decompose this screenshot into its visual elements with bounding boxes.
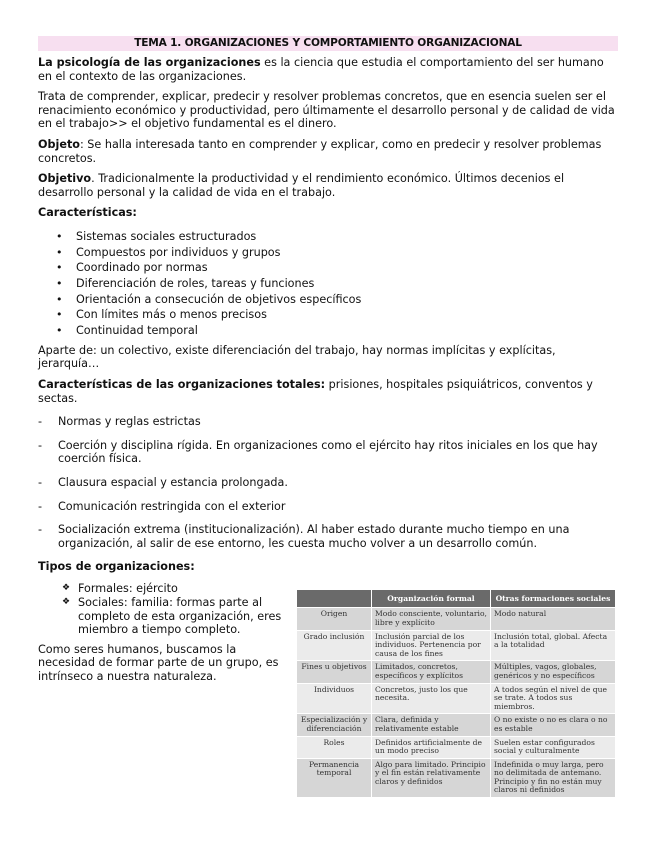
seres-paragraph: Como seres humanos, buscamos la necesidad de formar parte de un grupo, es intrínseco a nuestra naturaleza.: [38, 642, 279, 683]
table-cell: Suelen estar configurados social y culturalmente: [491, 736, 616, 758]
totales-text: prisiones, hospitales psiquiátricos, conventos y sectas.: [38, 378, 593, 405]
table-header: Organización formal: [372, 590, 491, 608]
table-cell: Múltiples, vagos, globales, genéricos y no específicos: [491, 661, 616, 683]
list-item: • Coordinado por normas: [76, 260, 618, 276]
tipos-list: [38, 582, 290, 637]
totales-paragraph: [38, 378, 618, 405]
table-cell: Limitados, concretos, específicos y explícitos: [372, 661, 491, 683]
table-header-row: [297, 590, 616, 608]
table-cell: Modo consciente, voluntario, libre y explícito: [372, 608, 491, 630]
objetivo-label: Objetivo: [38, 172, 92, 186]
table-row: [297, 661, 616, 683]
table-cell: Concretos, justo los que necesita.: [372, 683, 491, 714]
table-cell: O no existe o no es clara o no es estable: [491, 714, 616, 736]
list-item: - Normas y reglas estrictas: [38, 415, 618, 429]
table-cell: Indefinida o muy larga, pero no delimitada de antemano. Principio y fin no están muy claros ni definidos: [491, 758, 616, 797]
caracteristicas-heading: [38, 206, 618, 220]
table-cell: Permanencia temporal: [297, 758, 372, 797]
objetivo-text: . Tradicionalmente la productividad y el rendimiento económico. Últimos decenios el desarrollo personal y la calidad de vida en el trabajo.: [38, 172, 565, 199]
lower-section: [38, 560, 618, 800]
tipos-heading-text: Tipos de organizaciones:: [38, 560, 195, 574]
table-cell: Especialización y diferenciación: [297, 714, 372, 736]
tipos-heading: [38, 560, 290, 574]
table-row: [297, 714, 616, 736]
trata-paragraph: Trata de comprender, explicar, predecir y resolver problemas concretos, que en esencia suelen ser el renacimiento económico y productividad, pero últimamente el desarrollo personal y de calidad de vida en el trabajo>> el objetivo fundamental es el dinero.: [38, 90, 615, 131]
list-item: - Comunicación restringida con el exterior: [38, 500, 618, 514]
table-cell: Fines u objetivos: [297, 661, 372, 683]
list-item: - Clausura espacial y estancia prolongada.: [38, 476, 618, 490]
table-header: Otras formaciones sociales: [491, 590, 616, 608]
list-item: ❖ Formales: ejército: [78, 582, 290, 595]
table-cell: Grado inclusión: [297, 630, 372, 661]
totales-list: [38, 415, 618, 550]
table-row: [297, 608, 616, 630]
table-cell: Origen: [297, 608, 372, 630]
table-row: [297, 758, 616, 797]
list-item: • Continuidad temporal: [76, 323, 618, 339]
table-row: [297, 736, 616, 758]
list-item: • Diferenciación de roles, tareas y funciones: [76, 276, 618, 292]
document-page: [38, 36, 618, 800]
table-cell: Individuos: [297, 683, 372, 714]
list-item: • Orientación a consecución de objetivos específicos: [76, 292, 618, 308]
tipos-column: [38, 560, 290, 690]
table-header: [297, 590, 372, 608]
table-cell: Algo para limitado. Principio y el fin están relativamente claros y definidos: [372, 758, 491, 797]
table-row: [297, 683, 616, 714]
comparison-table: [296, 589, 616, 798]
totales-label: Características de las organizaciones totales:: [38, 378, 326, 392]
list-item: - Coerción y disciplina rígida. En organizaciones como el ejército hay ritos iniciales en los que hay coerción física.: [38, 439, 618, 466]
caracteristicas-heading-text: Características:: [38, 206, 137, 220]
table-cell: Definidos artificialmente de un modo preciso: [372, 736, 491, 758]
objeto-text: : Se halla interesada tanto en comprender y explicar, como en predecir y resolver problemas concretos.: [38, 137, 602, 165]
table-cell: Modo natural: [491, 608, 616, 630]
intro-bold: La psicología de las organizaciones: [38, 56, 261, 69]
list-item: - Socialización extrema (institucionalización). Al haber estado durante mucho tiempo en una organización, al salir de ese entorno, les cuesta mucho volver a un desarrollo común.: [38, 523, 618, 550]
aparte-paragraph: Aparte de: un colectivo, existe diferenciación del trabajo, hay normas implícitas y explícitas, jerarquía…: [38, 343, 556, 371]
table-cell: Clara, definida y relativamente estable: [372, 714, 491, 736]
list-item: • Sistemas sociales estructurados: [76, 229, 618, 245]
intro-paragraph: [38, 56, 618, 83]
table-cell: Inclusión total, global. Afecta a la totalidad: [491, 630, 616, 661]
caracteristicas-list: [38, 229, 618, 339]
list-item: ❖ Sociales: familia: formas parte al completo de esta organización, eres miembro a tiempo completo.: [78, 596, 290, 636]
intro-rest: es la ciencia que estudia el comportamiento del ser humano en el contexto de las organizaciones.: [38, 56, 604, 83]
objetivo-paragraph: [38, 172, 618, 199]
document-title: TEMA 1. ORGANIZACIONES Y COMPORTAMIENTO ORGANIZACIONAL: [38, 36, 618, 51]
table-cell: A todos según el nivel de que se trate. A todos sus miembros.: [491, 683, 616, 714]
list-item: • Compuestos por individuos y grupos: [76, 245, 618, 261]
list-item: • Con límites más o menos precisos: [76, 307, 618, 323]
objeto-paragraph: [38, 138, 618, 165]
table-cell: Inclusión parcial de los individuos. Pertenencia por causa de los fines: [372, 630, 491, 661]
table-row: [297, 630, 616, 661]
table-cell: Roles: [297, 736, 372, 758]
objeto-label: Objeto: [38, 137, 80, 151]
